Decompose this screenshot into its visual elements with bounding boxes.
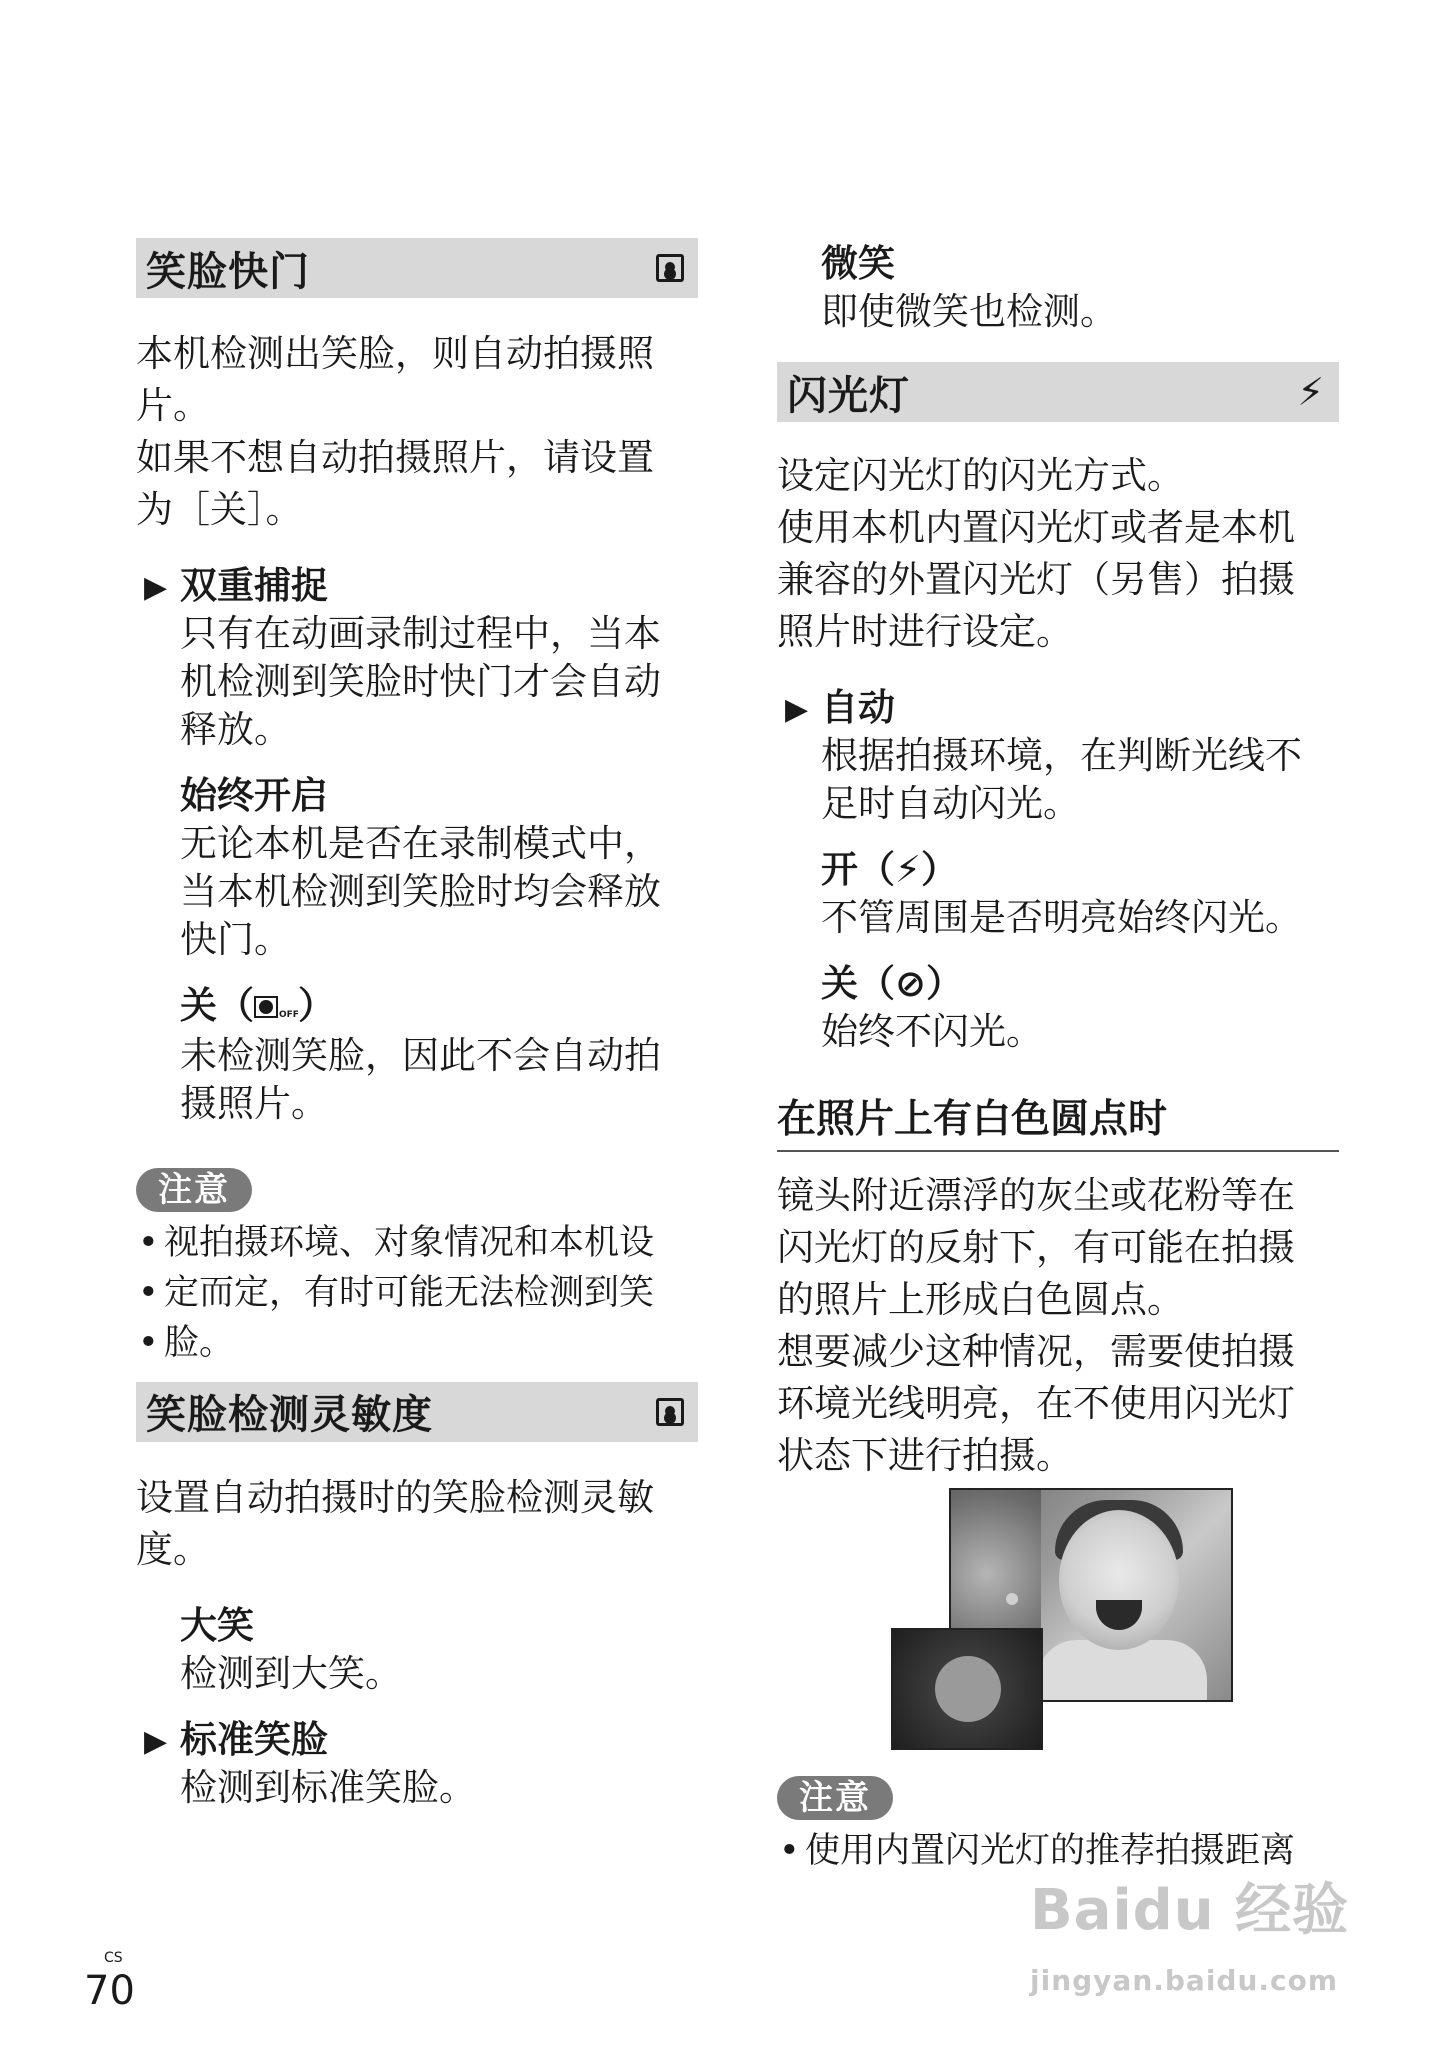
option-desc-line: 释放。 <box>180 708 291 751</box>
option-title: 始终开启 <box>180 774 328 817</box>
option-title: 关（ <box>180 984 254 1027</box>
right-column <box>777 238 1339 1876</box>
option-dual-capture <box>144 562 698 754</box>
smile-shutter-title: 笑脸快门 <box>146 248 310 295</box>
language-code: CS <box>104 1950 123 1966</box>
option-title: 开（⚡） <box>821 848 958 891</box>
desc-line: 的照片上形成白色圆点。 <box>777 1278 1184 1321</box>
option-title: 关（⊘） <box>821 962 964 1005</box>
option-title: 标准笑脸 <box>180 1717 328 1761</box>
option-off <box>180 982 698 1128</box>
option-big-smile <box>180 1602 698 1698</box>
flash-icon: ⚡ <box>1297 370 1325 414</box>
option-title: 微笑 <box>821 242 895 285</box>
svg-text:OFF: OFF <box>279 1009 298 1020</box>
smile-sensitivity-desc <box>136 1472 698 1576</box>
option-desc-line: 根据拍摄环境，在判断光线不 <box>821 734 1302 777</box>
option-desc-line: 足时自动闪光。 <box>821 782 1080 825</box>
desc-line: 本机检测出笑脸，则自动拍摄照 <box>136 332 654 375</box>
desc-line: 兼容的外置闪光灯（另售）拍摄 <box>777 558 1295 601</box>
smile-sensitivity-header <box>136 1382 698 1442</box>
smile-sensitivity-title: 笑脸检测灵敏度 <box>146 1392 433 1438</box>
left-column <box>136 238 698 1812</box>
smile-shutter-note <box>136 1168 698 1368</box>
desc-line: 想要减少这种情况，需要使拍摄 <box>777 1330 1295 1373</box>
desc-line: 如果不想自动拍摄照片，请设置 <box>136 436 654 479</box>
smile-shutter-desc <box>136 328 698 536</box>
note-line: • 视拍摄环境、对象情况和本机设 <box>136 1218 698 1268</box>
smile-shutter-header <box>136 238 698 298</box>
photo-mode-icon <box>656 1398 684 1426</box>
watermark-main-text: Baidu 经验 <box>1030 1878 1350 1943</box>
option-title: 大笑 <box>180 1603 254 1647</box>
option-flash-auto <box>785 684 1339 828</box>
option-desc-line: 始终不闪光。 <box>821 1010 1043 1053</box>
note-label: 注意 <box>777 1776 893 1820</box>
desc-line: 设定闪光灯的闪光方式。 <box>777 454 1184 497</box>
option-slight-smile <box>821 240 1339 336</box>
white-dots-note <box>777 1776 1339 1876</box>
flash-title: 闪光灯 <box>787 372 910 419</box>
desc-line: 状态下进行拍摄。 <box>777 1434 1073 1477</box>
option-desc-line: 不管周围是否明亮始终闪光。 <box>821 896 1302 939</box>
white-dots-desc <box>777 1170 1339 1482</box>
desc-line: 镜头附近漂浮的灰尘或花粉等在 <box>777 1174 1295 1217</box>
option-flash-on <box>821 846 1339 942</box>
default-marker-icon: ▶ <box>785 692 809 727</box>
option-desc-line: 机检测到笑脸时快门才会自动 <box>180 660 661 703</box>
desc-line: 环境光线明亮，在不使用闪光灯 <box>777 1382 1295 1425</box>
option-title: 自动 <box>821 686 895 729</box>
option-desc-line: 检测到标准笑脸。 <box>180 1765 476 1809</box>
option-desc-line: 无论本机是否在录制模式中， <box>180 822 661 865</box>
page-number <box>84 1950 135 2014</box>
white-dot-illustration <box>777 1488 1339 1758</box>
option-normal-smile <box>144 1716 698 1812</box>
option-title-tail: ） <box>298 984 335 1027</box>
desc-line: 为［关］。 <box>136 488 303 531</box>
option-desc-line: 当本机检测到笑脸时均会释放 <box>180 870 661 913</box>
option-desc-line: 即使微笑也检测。 <box>821 290 1117 333</box>
note-label: 注意 <box>136 1168 252 1212</box>
option-desc-line: 只有在动画录制过程中，当本 <box>180 612 661 655</box>
white-dot <box>1006 1593 1018 1605</box>
option-always-on <box>180 772 698 964</box>
flash-header <box>777 362 1339 422</box>
desc-line: 闪光灯的反射下，有可能在拍摄 <box>777 1226 1295 1269</box>
baidu-watermark <box>1030 1866 1430 2026</box>
desc-line: 设置自动拍摄时的笑脸检测灵敏 <box>136 1475 654 1519</box>
smile-off-icon <box>254 984 298 1032</box>
white-dot-closeup <box>891 1628 1043 1750</box>
note-line: • 定而定，有时可能无法检测到笑 <box>136 1268 698 1318</box>
note-line: • 脸。 <box>136 1318 698 1368</box>
white-dots-title: 在照片上有白色圆点时 <box>777 1092 1339 1152</box>
desc-line: 片。 <box>136 384 210 427</box>
watermark-url: jingyan.baidu.com <box>1030 1964 1339 1997</box>
option-flash-off <box>821 960 1339 1056</box>
option-title: 双重捕捉 <box>180 564 328 607</box>
desc-line: 度。 <box>136 1527 210 1571</box>
option-desc-line: 未检测笑脸，因此不会自动拍 <box>180 1033 661 1077</box>
page-number-value: 70 <box>84 1968 135 2014</box>
desc-line: 照片时进行设定。 <box>777 610 1073 653</box>
option-desc-line: 快门。 <box>180 918 291 961</box>
option-desc-line: 检测到大笑。 <box>180 1651 402 1695</box>
photo-mode-icon <box>656 254 684 282</box>
desc-line: 使用本机内置闪光灯或者是本机 <box>777 506 1295 549</box>
flash-desc <box>777 450 1339 658</box>
default-marker-icon: ▶ <box>144 1723 168 1759</box>
note-line: • 使用内置闪光灯的推荐拍摄距离 <box>777 1826 1339 1876</box>
default-marker-icon: ▶ <box>144 570 168 605</box>
option-desc-line: 摄照片。 <box>180 1081 328 1125</box>
